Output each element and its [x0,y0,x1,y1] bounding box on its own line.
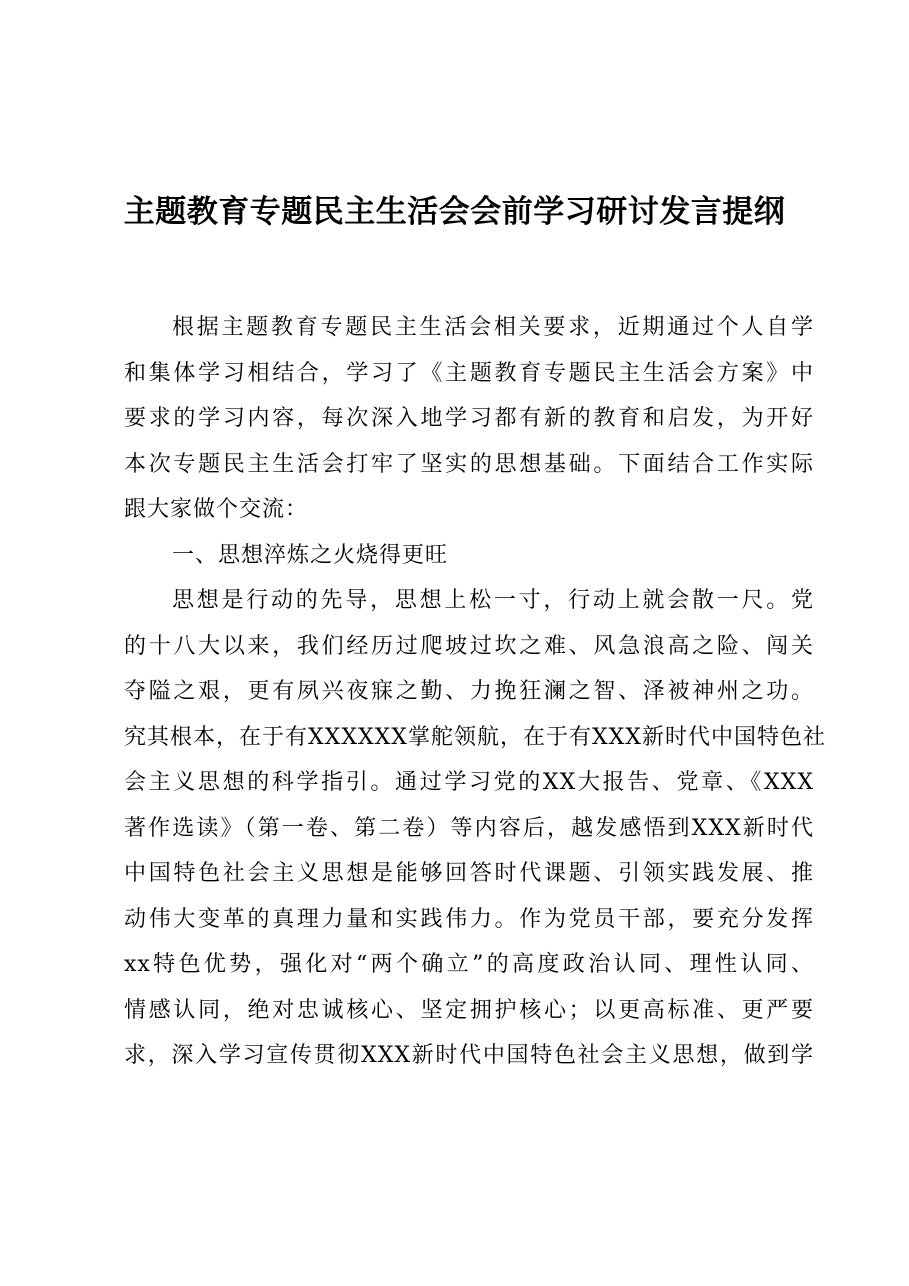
paragraph-line: 求，深入学习宣传贯彻XXX新时代中国特色社会主义思想，做到学 [124,1043,814,1068]
paragraph-line: 著作选读》（第一卷、第二卷）等内容后，越发感悟到XXX新时代 [124,815,814,841]
paragraph-line: 要求的学习内容，每次深入地学习都有新的教育和启发，为开好 [124,406,814,431]
paragraph-line: 中国特色社会主义思想是能够回答时代课题、引领实践发展、推 [124,861,814,886]
paragraph-line: 情感认同，绝对忠诚核心、坚定拥护核心；以更高标准、更严要 [124,997,814,1023]
paragraph-line: 的十八大以来，我们经历过爬坡过坎之难、风急浪高之险、闯关 [124,633,814,659]
paragraph-line: 跟大家做个交流： [124,497,309,522]
paragraph-line: 究其根本，在于有XXXXXX掌舵领航，在于有XXX新时代中国特色社 [124,724,826,750]
paragraph-line: 根据主题教育专题民主生活会相关要求，近期通过个人自学 [172,315,814,340]
paragraph-line: 思想是行动的先导，思想上松一寸，行动上就会散一尺。党 [172,588,814,613]
section-heading: 一、思想淬炼之火烧得更旺 [172,542,449,568]
paragraph-line: 和集体学习相结合，学习了《主题教育专题民主生活会方案》中 [124,360,814,386]
paragraph-line: 会主义思想的科学指引。通过学习党的XX大报告、党章、《XXX [124,770,814,795]
paragraph-line: 本次专题民主生活会打牢了坚实的思想基础。下面结合工作实际 [124,451,814,477]
document-body [124,305,826,1079]
document-title: 主题教育专题民主生活会会前学习研讨发言提纲 [123,194,786,230]
paragraph-line: xx特色优势，强化对“两个确立”的高度政治认同、理性认同、 [124,952,814,977]
paragraph-line: 动伟大变革的真理力量和实践伟力。作为党员干部，要充分发挥 [124,906,814,932]
paragraph-line: 夺隘之艰，更有夙兴夜寐之勤、力挽狂澜之智、泽被神州之功。 [124,679,814,704]
